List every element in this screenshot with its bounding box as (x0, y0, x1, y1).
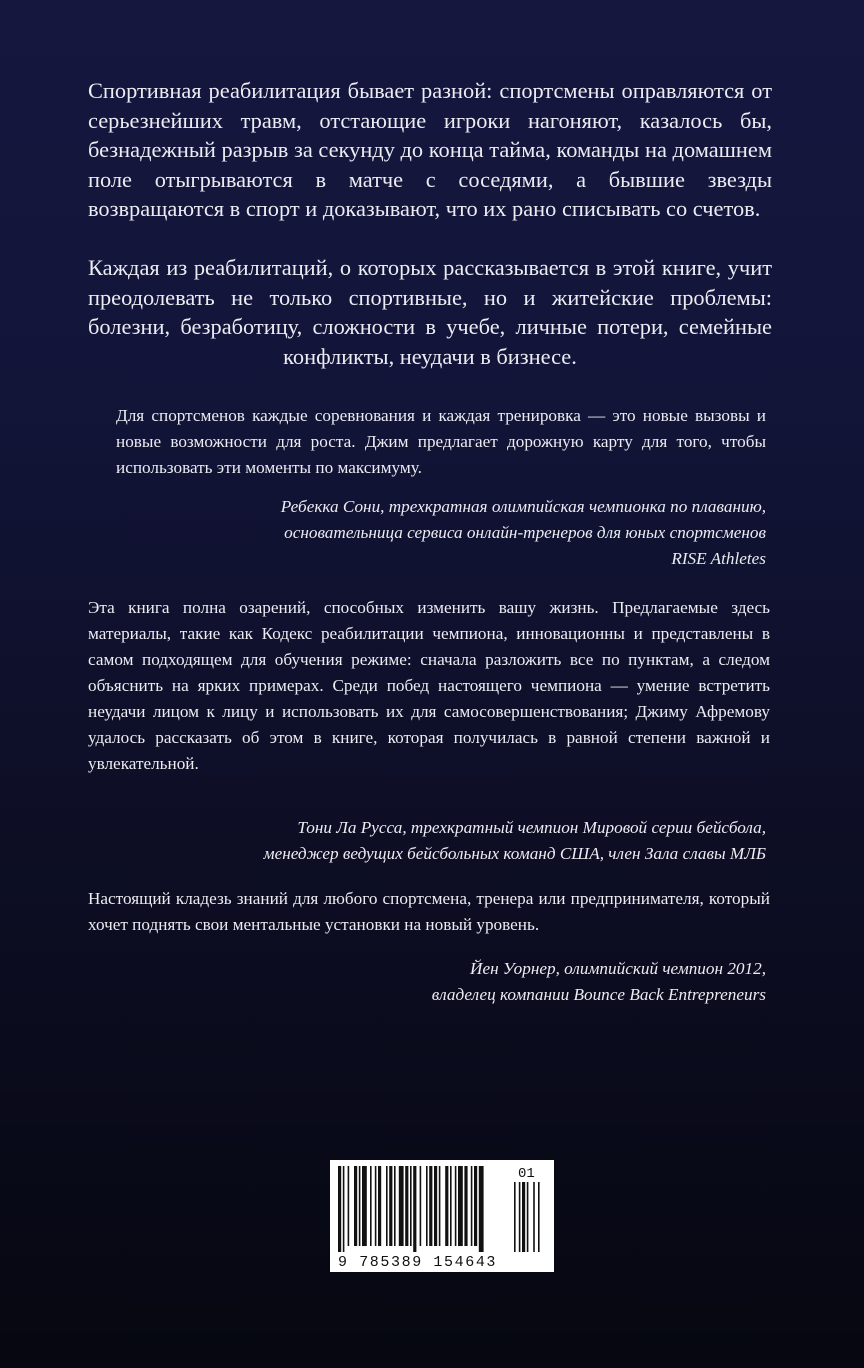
attribution-line: менеджер ведущих бейсбольных команд США, член Зала славы МЛБ (263, 844, 766, 863)
barcode-bar (450, 1166, 452, 1246)
barcode-bar (522, 1182, 525, 1252)
barcode-bar (386, 1166, 388, 1246)
barcode-bar (394, 1166, 396, 1246)
barcode-addon: 01 (518, 1166, 535, 1182)
barcode-bar (434, 1166, 437, 1246)
barcode-bar (378, 1166, 381, 1246)
barcode-bar (354, 1166, 357, 1246)
isbn-digits: 9 785389 154643 (338, 1254, 498, 1271)
barcode-bar (362, 1166, 367, 1246)
barcode-bar (420, 1166, 422, 1246)
barcode-bar (471, 1166, 473, 1246)
testimonial-attribution (66, 956, 766, 1008)
attribution-line: владелец компании Bounce Back Entrepreneurs (431, 985, 766, 1004)
barcode-bar (370, 1166, 372, 1246)
barcode-bar (426, 1166, 428, 1246)
barcode-bar (455, 1166, 457, 1246)
barcode-bar (389, 1166, 392, 1246)
barcode-bar (514, 1182, 516, 1252)
barcode-bar (538, 1182, 540, 1252)
barcode-bar (445, 1166, 448, 1246)
barcode-bar (405, 1166, 408, 1246)
barcode-bar (343, 1166, 345, 1252)
barcode-graphic (330, 1160, 554, 1272)
barcode-bar (429, 1166, 432, 1246)
testimonial-attribution (66, 815, 766, 867)
barcode-bar (375, 1166, 377, 1246)
attribution-line: RISE Athletes (671, 549, 766, 568)
barcode-bar (458, 1166, 463, 1246)
barcode-bars (338, 1166, 540, 1252)
barcode-bar (474, 1166, 477, 1246)
barcode-bar (439, 1166, 441, 1246)
barcode-bar (527, 1182, 529, 1252)
second-paragraph: Каждая из реабилитаций, о которых рассказывается в этой книге, учит преодолевать не только спортивные, но и житейские проблемы: болезни, безработицу, сложности в учебе, личные потери, семейные конфликты, неудачи в бизнесе. (88, 255, 772, 369)
barcode-bar (533, 1182, 535, 1252)
isbn-barcode (330, 1160, 554, 1272)
barcode-bar (399, 1166, 404, 1246)
barcode-bar (348, 1166, 350, 1246)
attribution-line: Ребекка Сони, трехкратная олимпийская чемпионка по плаванию, (280, 497, 766, 516)
barcode-bar (338, 1166, 341, 1252)
attribution-line: основательница сервиса онлайн-тренеров для юных спортсменов (284, 523, 766, 542)
testimonial-text: Эта книга полна озарений, способных изменить вашу жизнь. Предлагаемые здесь материалы, такие как Кодекс реабилитации чемпиона, инновационны и представлены в самом подходящем для обучения режиме: сначала разложить все по пунктам, а следом объяснить на ярких примерах. Среди побед настоящего чемпиона — умение встретить неудачи лицом к лицу и использовать их для самосовершенствования; Джиму Афремову удалось рассказать об этом в книге, которая получилась в равной степени важной и увлекательной. (88, 598, 770, 773)
barcode-bar (464, 1166, 467, 1246)
barcode-bar (479, 1166, 484, 1252)
attribution-line: Тони Ла Русса, трехкратный чемпион Мировой серии бейсбола, (297, 818, 766, 837)
attribution-line: Йен Уорнер, олимпийский чемпион 2012, (470, 959, 766, 978)
barcode-bar (410, 1166, 412, 1246)
barcode-bar (519, 1182, 521, 1252)
barcode-bar (359, 1166, 361, 1246)
testimonial-text: Для спортсменов каждые соревнования и каждая тренировка — это новые вызовы и новые возможности для роста. Джим предлагает дорожную карту для того, чтобы использовать эти моменты по максимуму. (116, 406, 766, 477)
testimonial-text: Настоящий кладезь знаний для любого спортсмена, тренера или предпринимателя, который хочет поднять свои ментальные установки на новый уровень. (88, 889, 770, 934)
intro-paragraph: Спортивная реабилитация бывает разной: спортсмены оправляются от серьезнейших травм, отстающие игроки нагоняют, казалось бы, безнадежный разрыв за секунду до конца тайма, команды на домашнем поле отыгрываются в матче с соседями, а бывшие звезды возвращаются в спорт и доказывают, что их рано списывать со счетов. (88, 78, 772, 221)
barcode-bar (413, 1166, 416, 1252)
testimonial-attribution (66, 494, 766, 572)
